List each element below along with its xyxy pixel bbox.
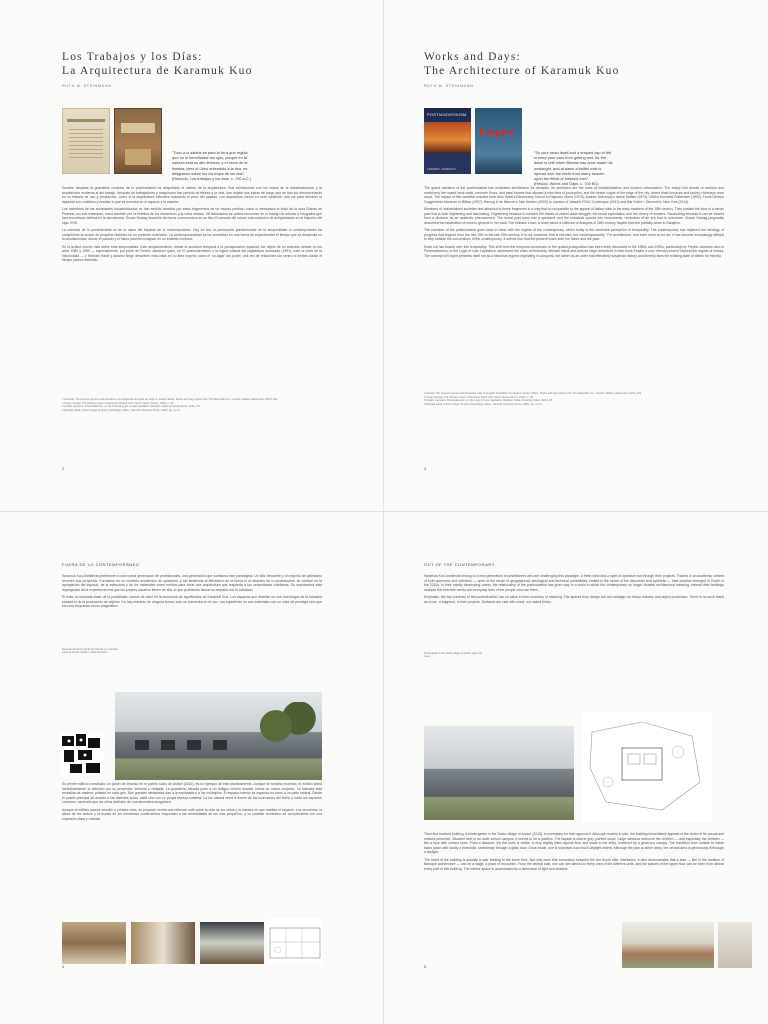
interior-photo (718, 922, 752, 968)
paragraph: El éxito, la marcada clase de la posibilidad, carece de valor en la economía de significados de Karamuk Kuo. Los espacios que diseñan no son monólogos de la industria pesada ni de la producción de objetos. No hay esfuerzo de ninguna forma; todo se concentra en el uso. Las superficies no son materiales con un valor de prestigio sino que son una respuesta al uso pragmático. (62, 595, 322, 608)
interior-photo (622, 922, 714, 968)
interior-photo (200, 922, 264, 964)
paragraph: Su primer edificio construido, un jardín de infancia en el pueblo suizo de Andorf (2015), es un ejemplo de este planteamiento. Aunque de tamaño modesto, el edificio llama inmediatamente la atención por su presencia, informal y relajada. La guardería, situada junto a un antiguo recinto escolar, forma un nuevo conjunto. La fachada está revestida de madera, pintada en color gris. Sus grandes ventanales dan a la explanada y a los columpios. El espacio interior se organiza en torno a un patio central. Desde el pasillo principal se accede a las distintas aulas, cada una con su propia terraza cubierta. La luz natural entra a través de los lucernarios del techo y baña los espacios comunes, haciendo que los niños disfruten de una atmósfera acogedora. (62, 782, 322, 804)
paragraph: The narrative of the postindustrial goes hand in hand with the regime of the contemporary, which today is the dominant perception of temporality. The contemporary has replaced the ideology of progress that reigned from the mid 19th to the late 20th century. It is not 'nowness' that is relevant, but 'contemporaneity'. For architecture, and even more so for art, it has become increasingly difficult to step outside the conventions of the contemporary. It seems true that the present fuses both the future and the past. (424, 228, 724, 241)
paragraph: Members of industrialized societies feel attracted to these fragments in a way that is comparable to the appeal of Italian ruins in the early travelers of the 18th century. They sustain the idea of a heroic past that is both frightening and fascinating. Frightening because it contains the traces of violent class struggle, the brutal exploitation and the misery of workers. Fascinating because it can be viewed from a distance as an aesthetic phenomenon. The brutal past turns into a spectacle and the industrial spaces into monuments, reminders of an era that is overcome. Susan Sontag poignantly described the fascination of ruins in general in her book The Volcano Lover, a novel about a collector of Antiques in 18th century Naples that she partially wrote in Sarajevo. (424, 207, 724, 225)
page-spanish-intro (0, 0, 384, 512)
book-author: FREDRIC JAMESON (427, 167, 456, 171)
page-title (62, 50, 362, 78)
title-line-1: Los Trabajos y los Días: (62, 51, 203, 63)
footnote: 4 Michael Hardt, Antonio Negri, Empire (Cambridge, Mass.: Harvard University Press, 2000), pp. xiv-xv. (62, 408, 181, 412)
section-heading: FUERA DE LO CONTEMPORÁNEO (62, 562, 140, 567)
paragraph: Their first realized building, a kindergarten in the Swiss village of Andorf (2015), is exemplary for their approach. Although modest in size, the building immediately appeals to the visitor in its casual and relaxed presence. Situated next to an older school campus, it seems to be a pavilion. The façade is clad in gray painted wood. Large windows welcome the children — and especially the children — like a face with curious eyes. From a distance, the flat roofs is visible. A very slightly tilted asphalt floor and leads to the entry, sheltered by a generous canopy. The transition from outside to inside takes place with hardly a threshold, seamlessly through a glass door. Once inside, one is surprised how much daylight enters. Although the plan is rather deep, the central area is generously lit through a skylight. (424, 832, 724, 854)
epigraph (534, 150, 614, 186)
title-line-2: The Architecture of Karamuk Kuo (424, 65, 620, 77)
body-text (424, 832, 724, 874)
author-byline: RUTH M. STEINMANN (62, 84, 112, 88)
footnote: 3 Fredric Jameson, Postmodernism, or, the Logic of Late Capitalism (Durham: Duke University Press, 1991), 26. (424, 399, 553, 403)
footnote: 1 Hesíodo, The Homeric Hymns and Homerica, con traducción al inglés de Hugh G. Evelyn-White, Works and Days (New York: The Macmillan Co.; London: William Heinemann 1914), 201. (62, 398, 278, 401)
kindergarten-exterior-photo (115, 692, 322, 780)
book-cover-image (62, 108, 110, 174)
paragraph: Aunque el edificio parece sencillo a primera vista, su proyecto revela una reflexión sutil sobre la vida de los niños y la manera en que habitan el espacio. Los recorridos, la altura de los techos y la escala de los elementos constructivos responden a las necesidades de los más pequeños, y su carácter doméstico se complementa con una expresión clara y robusta. (62, 807, 322, 821)
author-byline: RUTH M. STEINMANN (424, 84, 474, 88)
page-number: 2 (62, 466, 65, 471)
image-caption: Escuela infantil con jardín de infancia en el pueblo suizo de Andorf, planta y vistas interiores. (62, 648, 118, 655)
body-text (62, 186, 322, 266)
paragraph: La carencia de lo postindustrial va de la mano del impacto de lo contemporáneo. Hoy en día, la percepción predominante de la temporalidad lo contemporáneo ha comprimido la noción de progreso histórico en un presente extendido. La contemporaneidad se ha convertido en una forma de experimentar el tiempo que se desarrolla en la simultaneidad, donde el pasado y el futuro parecen colapsar en un instante continuo. (62, 228, 322, 241)
page-number: 4 (62, 964, 65, 969)
postmodernism-book-cover (424, 108, 471, 174)
page-title (424, 50, 724, 78)
site-plan-drawing (582, 712, 712, 822)
footnotes (424, 392, 724, 406)
title-line-2: La Arquitectura de Karamuk Kuo (62, 65, 253, 77)
page-spanish-section (0, 512, 384, 1024)
epigraph-text: "Todo a lo sabios es para la fin a que regida que no le beneficiase los ojos, porque en la cabeza está su alto firmeza, y el necio de la tiniebla; pero el Libro entendido a la risa, es desgranos sobre los los trajos de los dos". (172, 150, 248, 176)
page-number: 5 (424, 964, 427, 969)
paragraph: The heart of the building is actually a stair leading to the lower floor. Not only does this connection between the two floors offer orientation, it also demonstrates that a stair — like in the tradition of Baroque architecture — can be a stage, a place of encounter. From the central stair, one can see almost to every area of the different units, and the spaces of the upper floor can be seen from almost every part of this building. The interior space is accentuated by a dimension of light and shadow. (424, 857, 724, 871)
paragraph: The grand narrative of the postindustrial has motivated architecture for decades. Its ambitions are the ruins of industrialization and modern urbanization. The empty hull devoid of workers and machinery, the naked brick walls, concrete floors, and steel beams that allowed a new idea of production, and the innate vogue of the edge of the city, where blast furnaces and factory chimneys once stood. The impact of this narrative reaches from Aldo Rossi's Elementary School in Fagnano Olona (1976), Andrea Tarkovsky's movie Stalker (1979), OMA's Kunsthal Rotterdam (1992), Frank Gehry's Guggenheim Museum in Bilbao (1997), Herzog & de Meuron's Tate Modern (2000) to Lacaton & Vassal's FRAC Dunkerque (2013) and Bar Sollin + Zimmerli in New York (2014). (424, 186, 724, 204)
kindergarten-exterior-photo (424, 726, 574, 820)
footnote: 4 Michael Hardt, Antonio Negri, Empire (Cambridge, Mass.: Harvard University Press, 2000), pp. xiv-xv. (424, 402, 543, 406)
body-text (62, 574, 322, 612)
paragraph: Karamuk Kuo Architects belong to a new generation of practitioners who are challenging this paradigm. A fresh wind and a spirit of optimism run through their projects. Trained in an academic context of both openness and reflection — open to the sense of geographical, ideological and technical possibilities, limited to the sense of the discursive and synthetic — their practice emerged in Zurich in the 2010s. In their rapidly developing career, the relationship of the postindustrial has given way to a world in which the contemporary no longer dictates architectural meaning; instead their buildings address the concrete needs and everyday lives of the people who use them. (424, 574, 724, 592)
footnote: 2 Susan Sontag, The Volcano Lover, A Romance (New York: Farrar Straus Giroux, 1992), p. 69. (424, 395, 534, 399)
epigraph-source: (Hesíodo, Los trabajos y los días, c. 700 a.C.) (172, 176, 251, 182)
book-title: Empire (479, 126, 515, 138)
epigraph-source: (Hesiod, Works and Days, c. 700 BC) (534, 181, 599, 187)
footnote: 2 Susan Sontag, The Volcano Lover, A Romance (Nueva York: Farrar Straus Giroux, 1992), p. 69. (62, 401, 174, 405)
title-line-1: Works and Days: (424, 51, 521, 63)
interior-photo (131, 922, 195, 964)
interior-photo (62, 922, 126, 964)
paragraph: Los miembros de las sociedades industrializadas se han sentido atraídos por estos fragmentos de un mundo perdido, como lo demuestra el éxito de la obra Ruinas de Piranesi con sus estampas, como también por la estética de los escombros y la ruina urbana. Tal fascinación se podría reconocer en el trabajo de artistas y fotógrafos que han encontrado belleza en la decadencia. Susan Sontag describió de forma conmovedora en su libro El amante del volcán una colección de antigüedades en el Nápoles del siglo XVIII. (62, 207, 322, 225)
footnote: 1 Hesiod, The Homeric Hymns and Homerica, with an English Translation by Hugh G. Evelyn-White, Works and Days (New York: The Macmillan Co.; London: William Heinemann 1914), 201. (424, 392, 642, 395)
empire-book-cover (475, 108, 522, 174)
paragraph: Karamuk Kuo Architects pertenecen a una nueva generación de profesionales, una generación que cuestiona este paradigma. Un sitio frecuente y un espíritu de optimismo recorren sus proyectos. Formados en un contexto académico de opiniones, y sin tendencia al fetichismo de la forma ni al atractivo de lo posindustrial, se centran en la apropiación del espacio, de la estructura y de los materiales como medios para crear una arquitectura que responda a las necesidades cotidianas. Su arquitectura está impregnada de la experiencia real que los propios usuarios tienen de ella, lo que podríamos llamar su empatía con lo cotidiano. (62, 574, 322, 592)
page-english-section (384, 512, 768, 1024)
body-text (424, 186, 724, 261)
body-text (62, 782, 322, 824)
paragraph: Durante décadas la gramática concreta de lo postindustrial ha despertado el interés de la arquitectura. Sus exhibiciones con los restos de la industrialización y la arquitectura moderna al del trabajo, después de trabajadores y maquinaria han perdido la belleza y la vida, han dejado sus trazas de fuego que se han ido desmoronando en su historia de uso y producción, como si la arquitectura estuviera buscando el peso del pasado. Los arquitectos vieron en esta condición una vía para devolver la dignidad a lo cotidiano y resaltar lo que es esencial en el espacio y la materia. (62, 186, 322, 204)
footnotes (62, 398, 322, 412)
paragraph: En la actitud mucho más sobre esta temporalidad. Este desplazamiento, desde la sucesión temporal a la yuxtaposición espacial, fue objeto de un animado debate en los años 1980 y 1990 — especialmente, por parte de Fredric Jameson quien, en El posmodernismo o la lógica cultural del capitalismo avanzado (1991), trató la crisis de la historicidad — y Michael Hardt y Antonio Negri describen esta crisis en su libro Imperio como el 'no-lugar' del poder, una red de relaciones sin centro ni límites donde el tiempo parece detenido. (62, 244, 322, 262)
section-heading: OUT OF THE CONTEMPORARY (424, 562, 495, 567)
paragraph: Emphasis, the key currency of the postindustrial, has no value in their economy of meaning. The spaces they design are not nostalgic for heavy industry and object production. There is no such result as a ruin, a fragment, in their projects. Surfaces are clad with wood, not naked bricks. (424, 595, 724, 604)
page-english-intro (384, 0, 768, 512)
book-cover-image (114, 108, 162, 174)
epigraph-text: "So your head dwell and a shaped cap of felt to keep your ears from getting wet, for the dawn is chill when Boreas has once made his onslaught, and at dawn a fruitful mist is spread over the earth from starry heaven upon the fields of blessed men". (534, 150, 613, 182)
floor-plan-image (60, 732, 104, 776)
footnote: 3 Fredric Jameson, Postmodernism, or, the Cultural Logic of Late Capitalism (Durham: Duke University Press, 1991), 26. (62, 405, 201, 409)
page-number: 3 (424, 466, 427, 471)
book-title: POSTMODERNISM (427, 112, 467, 117)
epigraph (172, 150, 252, 181)
body-text (424, 574, 724, 607)
paragraph: Much ink has flowed over this temporality. This shift from the temporal succession to the spatial juxtaposition has been lively discussed in the 1980s and 1990s, particularly by Fredric Jameson who in Postmodernism, or the Logic of Late Capitalism, addressed the crisis of historicity. Michael Hardt and Antonio Negri described in their book Empire a new 'eternal present' beyond the regime of history. The concept of Empire presents itself not as a historical regime originating in conquest, but rather as an order that effectively suspends history and thereby fixes the existing state of affairs for eternity. (424, 244, 724, 258)
image-caption: Kindergarten in the Swiss village of Andorf, plan and views. (424, 652, 482, 659)
section-drawing (268, 918, 322, 964)
